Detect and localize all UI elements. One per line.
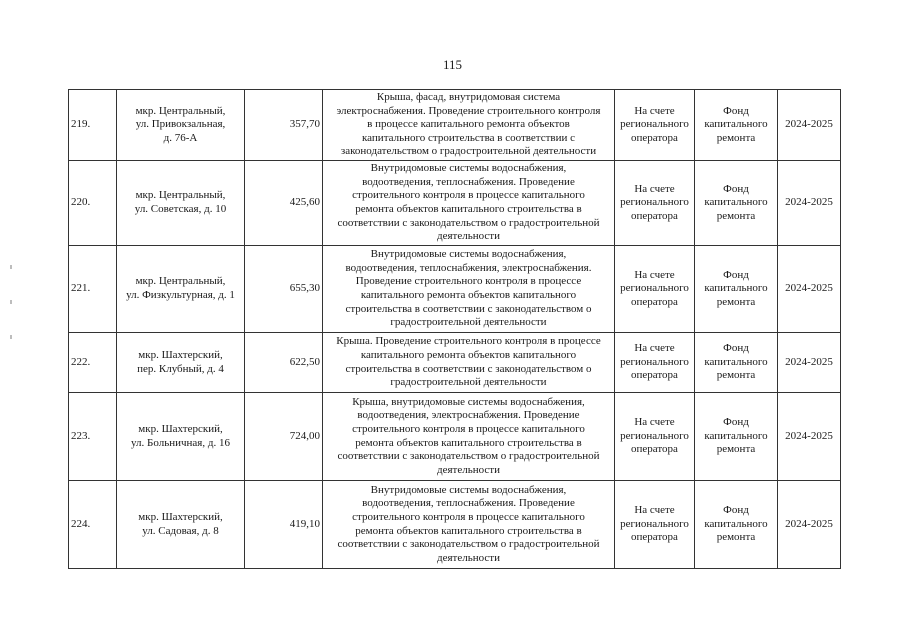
works-cell-line: строительства в соответствии с законодательством о bbox=[345, 362, 592, 375]
account-owner-cell bbox=[615, 481, 695, 569]
account-owner-cell-line: На счете bbox=[634, 504, 675, 517]
table-row bbox=[69, 393, 841, 481]
row-number: 221. bbox=[69, 246, 117, 333]
page-number: 115 bbox=[442, 57, 463, 72]
funding-source-cell-line: капитального bbox=[704, 196, 768, 209]
address-cell bbox=[117, 246, 245, 333]
account-owner-cell-line: оператора bbox=[631, 369, 678, 382]
account-owner-cell-line: регионального bbox=[620, 118, 689, 131]
row-number: 220. bbox=[69, 161, 117, 246]
capital-repair-table bbox=[68, 89, 841, 569]
works-cell bbox=[323, 333, 615, 393]
binding-hole-mark bbox=[10, 265, 12, 269]
works-cell bbox=[323, 481, 615, 569]
funding-source-cell-line: Фонд bbox=[723, 342, 749, 355]
area-cell: 724,00 bbox=[245, 393, 323, 481]
works-cell-line: градостроительной деятельности bbox=[390, 376, 547, 389]
address-cell-line: пер. Клубный, д. 4 bbox=[137, 362, 224, 375]
address-cell-line: ул. Больничная, д. 16 bbox=[131, 436, 230, 449]
works-cell-line: соответствии с законодательством о градостроительной bbox=[337, 216, 600, 229]
table-row bbox=[69, 90, 841, 161]
works-cell-line: электроснабжения. Проведение строительного контроля bbox=[336, 104, 601, 117]
funding-source-cell-line: капитального bbox=[704, 118, 768, 131]
funding-source-cell-line: ремонта bbox=[716, 369, 756, 382]
address-cell-line: ул. Привокзальная, bbox=[135, 118, 226, 131]
funding-source-cell-line: ремонта bbox=[716, 531, 756, 544]
account-owner-cell-line: оператора bbox=[631, 443, 678, 456]
account-owner-cell-line: оператора bbox=[631, 295, 678, 308]
works-cell bbox=[323, 90, 615, 161]
address-cell bbox=[117, 333, 245, 393]
address-cell-line: д. 76-А bbox=[163, 131, 198, 144]
address-cell-line: мкр. Шахтерский, bbox=[138, 510, 223, 523]
account-owner-cell bbox=[615, 393, 695, 481]
works-cell-line: Крыша. Проведение строительного контроля в процессе bbox=[336, 335, 601, 348]
address-cell-line: мкр. Центральный, bbox=[135, 189, 226, 202]
works-cell-line: капитального строительства в соответствии с bbox=[362, 131, 575, 144]
account-owner-cell-line: оператора bbox=[631, 209, 678, 222]
address-cell-line: мкр. Центральный, bbox=[135, 275, 226, 288]
account-owner-cell bbox=[615, 246, 695, 333]
period-cell: 2024-2025 bbox=[778, 161, 841, 246]
table-row bbox=[69, 246, 841, 333]
works-cell-line: Внутридомовые системы водоснабжения, bbox=[370, 162, 567, 175]
account-owner-cell-line: регионального bbox=[620, 517, 689, 530]
account-owner-cell-line: оператора bbox=[631, 131, 678, 144]
funding-source-cell-line: Фонд bbox=[723, 416, 749, 429]
works-cell-line: строительного контроля в процессе капитального bbox=[352, 189, 585, 202]
works-cell-line: строительства в соответствии с законодательством о bbox=[345, 302, 592, 315]
works-cell-line: ремонта объектов капитального строительства в bbox=[355, 203, 582, 215]
row-number: 223. bbox=[69, 393, 117, 481]
works-cell bbox=[323, 161, 615, 246]
works-cell-line: Внутридомовые системы водоснабжения, bbox=[370, 483, 567, 496]
works-cell-line: соответствии с законодательством о градостроительной bbox=[337, 450, 600, 463]
funding-source-cell bbox=[695, 161, 778, 246]
account-owner-cell bbox=[615, 161, 695, 246]
works-cell-line: деятельности bbox=[437, 463, 500, 476]
funding-source-cell-line: Фонд bbox=[723, 268, 749, 281]
address-cell-line: ул. Советская, д. 10 bbox=[134, 203, 227, 215]
account-owner-cell-line: регионального bbox=[620, 282, 689, 295]
works-cell-line: в процессе капитального ремонта объектов bbox=[367, 118, 570, 131]
address-cell-line: мкр. Шахтерский, bbox=[138, 422, 223, 435]
row-number: 222. bbox=[69, 333, 117, 393]
table-row bbox=[69, 333, 841, 393]
works-cell-line: водоотведения, теплоснабжения. Проведение bbox=[362, 497, 575, 510]
works-cell bbox=[323, 393, 615, 481]
funding-source-cell bbox=[695, 481, 778, 569]
works-cell-line: водоотведения, теплоснабжения. Проведение bbox=[362, 175, 575, 188]
binding-hole-mark bbox=[10, 335, 12, 339]
area-cell: 425,60 bbox=[245, 161, 323, 246]
funding-source-cell-line: ремонта bbox=[716, 209, 756, 222]
works-cell-line: Крыша, фасад, внутридомовая система bbox=[376, 91, 561, 104]
account-owner-cell bbox=[615, 90, 695, 161]
table-row bbox=[69, 161, 841, 246]
works-cell-line: капитального ремонта объектов капитального bbox=[360, 289, 577, 301]
funding-source-cell-line: капитального bbox=[704, 429, 768, 442]
row-number: 224. bbox=[69, 481, 117, 569]
works-cell-line: водоотведения, электроснабжения. Проведение bbox=[357, 409, 580, 422]
works-cell-line: градостроительной деятельности bbox=[390, 316, 547, 329]
binding-hole-mark bbox=[10, 300, 12, 304]
works-cell-line: капитального ремонта объектов капитального bbox=[360, 348, 577, 361]
works-cell-line: ремонта объектов капитального строительства в bbox=[355, 436, 582, 449]
period-cell: 2024-2025 bbox=[778, 333, 841, 393]
period-cell: 2024-2025 bbox=[778, 246, 841, 333]
funding-source-cell-line: капитального bbox=[704, 517, 768, 530]
funding-source-cell bbox=[695, 333, 778, 393]
account-owner-cell-line: регионального bbox=[620, 429, 689, 442]
account-owner-cell-line: На счете bbox=[634, 342, 675, 355]
works-cell-line: водоотведения, теплоснабжения, электроснабжения. bbox=[345, 261, 592, 274]
funding-source-cell-line: Фонд bbox=[723, 104, 749, 117]
row-number: 219. bbox=[69, 90, 117, 161]
funding-source-cell bbox=[695, 90, 778, 161]
table-row bbox=[69, 481, 841, 569]
area-cell: 655,30 bbox=[245, 246, 323, 333]
area-cell: 419,10 bbox=[245, 481, 323, 569]
works-cell-line: ремонта объектов капитального строительства в bbox=[355, 524, 582, 537]
works-cell-line: строительного контроля в процессе капитального bbox=[352, 422, 585, 435]
works-cell-line: Проведение строительного контроля в процессе bbox=[355, 275, 582, 288]
address-cell-line: ул. Садовая, д. 8 bbox=[142, 524, 219, 537]
address-cell bbox=[117, 393, 245, 481]
period-cell: 2024-2025 bbox=[778, 90, 841, 161]
works-cell-line: соответствии с законодательством о градостроительной bbox=[337, 538, 600, 551]
works-cell bbox=[323, 246, 615, 333]
funding-source-cell-line: ремонта bbox=[716, 131, 756, 144]
account-owner-cell bbox=[615, 333, 695, 393]
account-owner-cell-line: На счете bbox=[634, 104, 675, 117]
funding-source-cell-line: Фонд bbox=[723, 504, 749, 517]
account-owner-cell-line: На счете bbox=[634, 416, 675, 429]
funding-source-cell bbox=[695, 393, 778, 481]
period-cell: 2024-2025 bbox=[778, 481, 841, 569]
account-owner-cell-line: На счете bbox=[634, 268, 675, 281]
account-owner-cell-line: регионального bbox=[620, 355, 689, 368]
address-cell-line: мкр. Шахтерский, bbox=[138, 348, 223, 361]
address-cell bbox=[117, 90, 245, 161]
address-cell-line: ул. Физкультурная, д. 1 bbox=[126, 289, 235, 301]
works-cell-line: Крыша, внутридомовые системы водоснабжения, bbox=[352, 395, 585, 408]
works-cell-line: строительного контроля в процессе капитального bbox=[352, 510, 585, 523]
area-cell: 622,50 bbox=[245, 333, 323, 393]
account-owner-cell-line: На счете bbox=[634, 182, 675, 195]
works-cell-line: деятельности bbox=[437, 230, 500, 243]
funding-source-cell-line: Фонд bbox=[723, 182, 749, 195]
account-owner-cell-line: оператора bbox=[631, 531, 678, 544]
address-cell bbox=[117, 161, 245, 246]
works-cell-line: Внутридомовые системы водоснабжения, bbox=[370, 248, 567, 261]
works-cell-line: законодательством о градостроительной деятельности bbox=[340, 145, 597, 158]
funding-source-cell-line: ремонта bbox=[716, 443, 756, 456]
funding-source-cell bbox=[695, 246, 778, 333]
account-owner-cell-line: регионального bbox=[620, 196, 689, 209]
address-cell bbox=[117, 481, 245, 569]
area-cell: 357,70 bbox=[245, 90, 323, 161]
funding-source-cell-line: ремонта bbox=[716, 295, 756, 308]
funding-source-cell-line: капитального bbox=[704, 282, 768, 295]
funding-source-cell-line: капитального bbox=[704, 355, 768, 368]
address-cell-line: мкр. Центральный, bbox=[135, 104, 226, 117]
works-cell-line: деятельности bbox=[437, 551, 500, 564]
period-cell: 2024-2025 bbox=[778, 393, 841, 481]
